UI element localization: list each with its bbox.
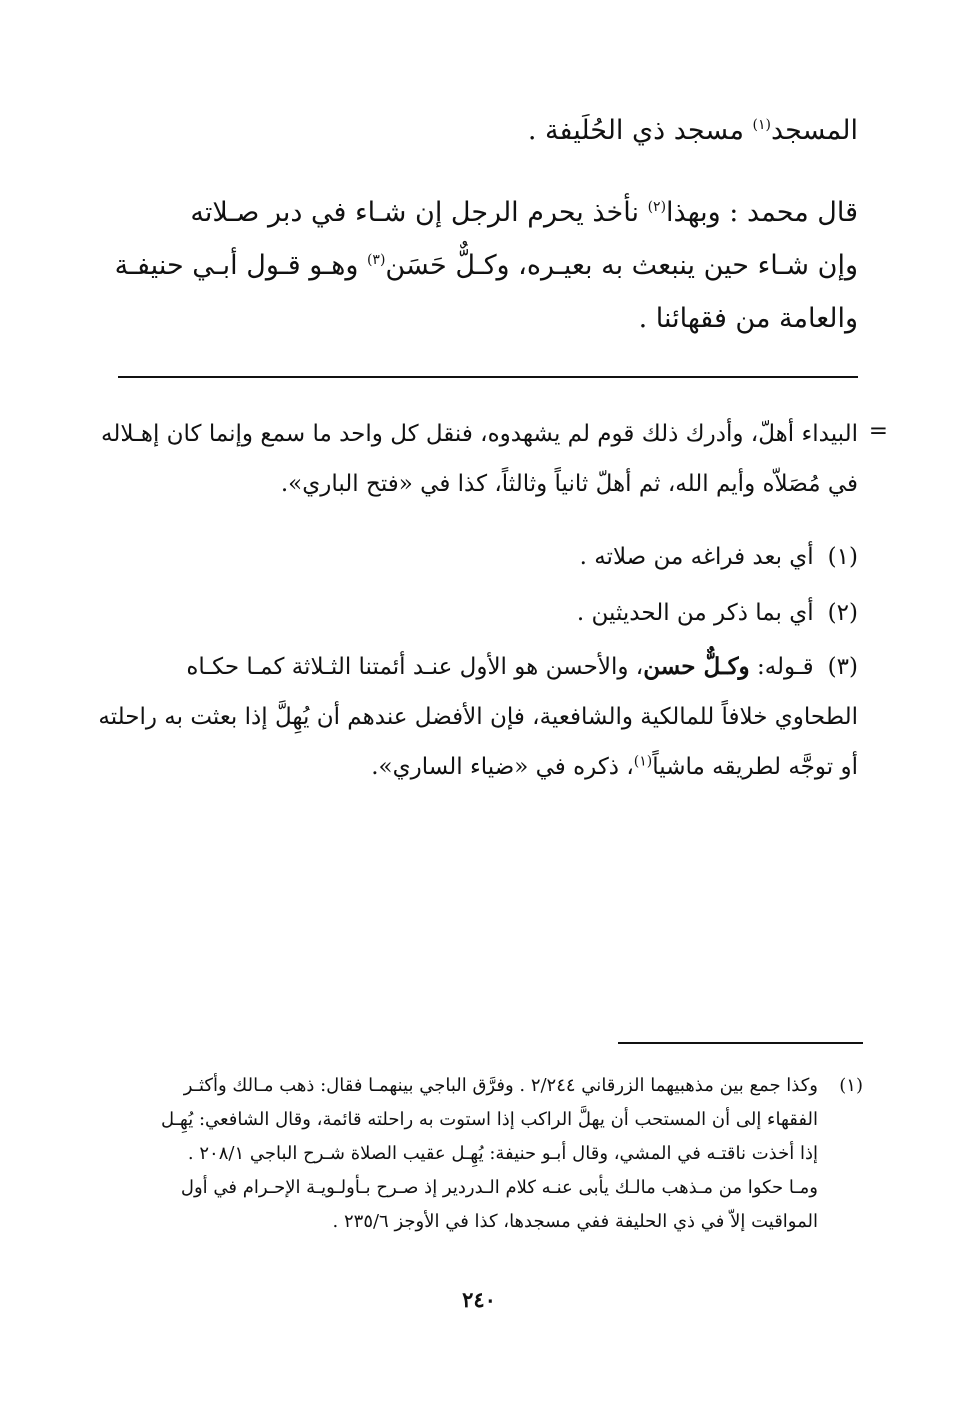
quoted-term: وكـلٌّ حسن: [643, 653, 750, 680]
commentary-continuation: [101, 409, 858, 509]
note-number: (٢): [827, 600, 858, 626]
commentary-note-1: [113, 532, 858, 582]
main-line: [118, 186, 858, 239]
commentary-note-3: [98, 642, 858, 792]
footnote-ref: (١): [752, 117, 771, 133]
main-text-line-1: [118, 104, 858, 157]
note-number: (١): [827, 544, 858, 570]
text-span: ، ذكره في «ضياء الساري».: [371, 754, 634, 780]
page-number: ٢٤٠: [462, 1287, 496, 1312]
footnote-body: [113, 1069, 818, 1239]
main-line: والعامة من فقهائنا .: [638, 303, 858, 334]
text-span: قـوله:: [749, 654, 814, 680]
commentary-note-2: [113, 588, 858, 638]
text-span: وهـو قـول أبـي حنيفـة: [114, 250, 367, 281]
note-number: (٣): [827, 654, 858, 680]
main-line: [118, 104, 858, 157]
continuation-mark: =: [868, 418, 888, 444]
text-span: قال محمد : وبهذا: [666, 197, 858, 228]
commentary-line: [113, 588, 858, 638]
commentary-line: [113, 742, 858, 792]
commentary-line: في مُصَلاّه وأيم الله، ثم أهلّ ثانياً وثالثاً، كذا في «فتح الباري».: [280, 471, 858, 497]
footnote-ref: (٢): [647, 199, 667, 215]
text-span: نأخذ يحرم الرجل إن شـاء في دبر صـلاته: [190, 197, 648, 228]
text-span: أي بعد فراغه من صلاته .: [579, 544, 814, 570]
footnote-number: (١): [839, 1075, 863, 1096]
commentary-line: الطحاوي خلافاً للمالكية والشافعية، فإن الأفضل عندهم أن يُهِلَّ إذا بعثت به راحلته: [98, 704, 858, 730]
commentary-line: البيداء أهلّ، وأدرك ذلك قوم لم يشهدوه، فنقل كل واحد ما سمع وإنما كان إهـلاله: [101, 421, 858, 447]
footnote-divider: [618, 1042, 863, 1044]
main-line: [114, 239, 858, 292]
text-span: المسجد: [770, 115, 858, 146]
text-span: ، والأحسن هو الأول عنـد أئمتنا الثـلاثة كمـا حكـاه: [186, 654, 644, 680]
footnote-ref: (٣): [366, 252, 386, 268]
text-span: أي بما ذكر من الحديثين .: [576, 600, 814, 626]
commentary-line: [113, 532, 858, 582]
footnote-line: الفقهاء إلى أن المستحب أن يهلَّ الراكب إذا استوت به راحلته قائمة، وقال الشافعي: يُهِـل: [161, 1109, 818, 1130]
footnote-line: وكذا جمع بين مذهبيهما الزرقاني ٢/٢٤٤ . وفرَّق الباجي بينهمـا فقال: ذهب مـالك وأكثـر: [183, 1075, 818, 1096]
text-span: أو توجَّه لطريقه ماشياً: [652, 754, 858, 780]
text-span: وإن شـاء حين ينبعث به بعيـره، وكـلٌّ حَسَن: [385, 250, 858, 281]
footnote-line: المواقيت إلاّ في ذي الحليفة ففي مسجدها، كذا في الأوجز ٢٣٥/٦ .: [332, 1211, 818, 1232]
commentary-line: [113, 642, 858, 692]
footnote-line: إذا أخذت ناقتـه في المشي، وقال أبـو حنيفة: يُهِـل عقيب الصلاة شـرح الباجي ٢٠٨/١ .: [187, 1143, 818, 1164]
main-divider: [118, 376, 858, 378]
text-span: مسجد ذي الحُلَيفة .: [527, 115, 753, 146]
footnote-ref: (١): [633, 753, 653, 770]
main-paragraph: [114, 186, 858, 345]
footnote-line: ومـا حكوا من مـذهب مالـك يأبى عنـه كلام الـدردير إذ صـرح بـأولـويـة الإحـرام في أول: [180, 1177, 818, 1198]
